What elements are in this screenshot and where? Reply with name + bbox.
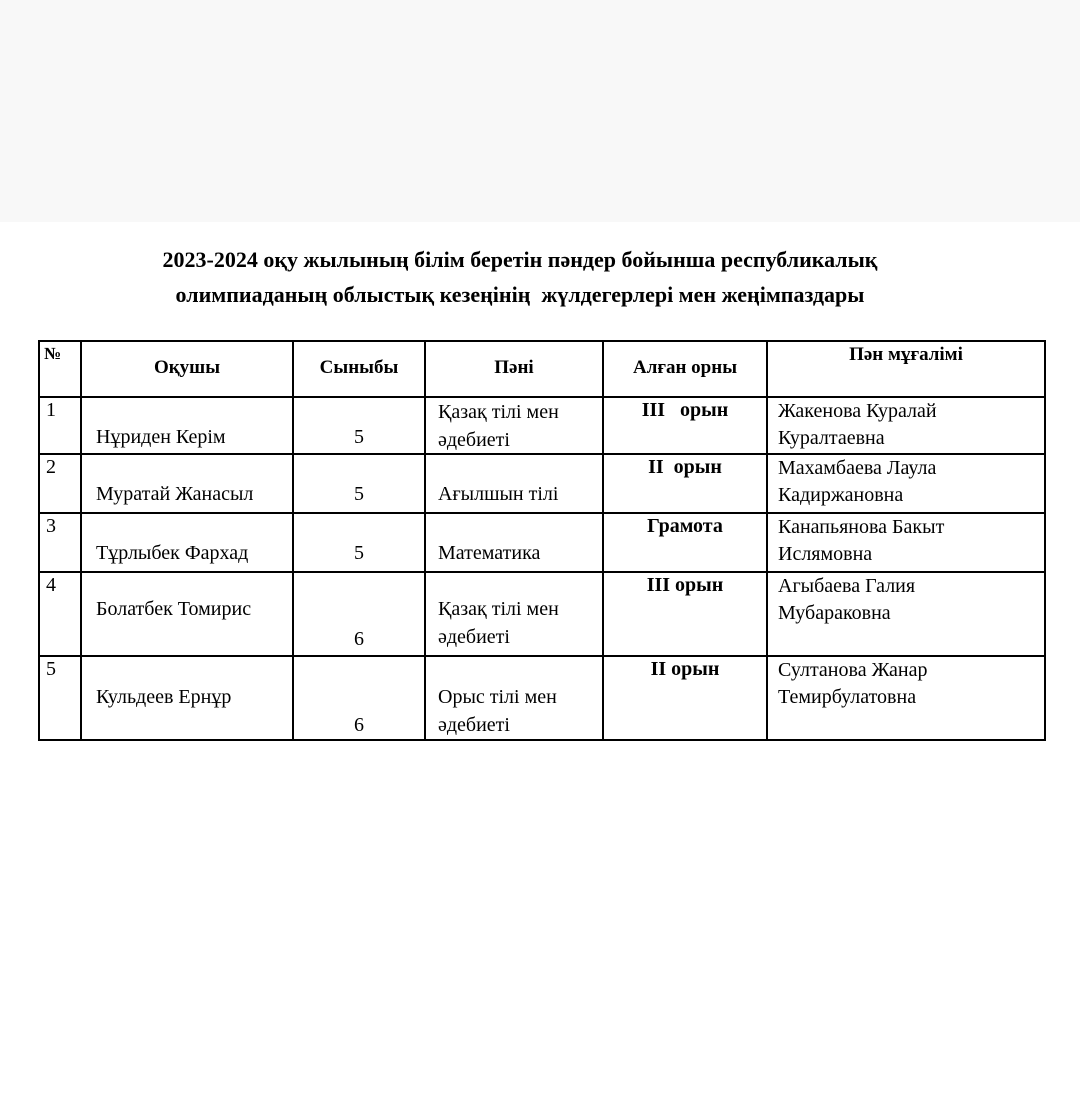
table-row	[39, 397, 1045, 454]
row-num: 1	[39, 397, 81, 454]
header-student: Оқушы	[81, 341, 293, 397]
place: Грамота	[603, 513, 767, 572]
document-title	[0, 242, 1040, 312]
title-line-2: олимпиаданың облыстық кезеңінің жүлдегерлері мен жеңімпаздары	[175, 282, 865, 307]
teacher-name: Канапьянова Бакыт Ислямовна	[767, 513, 1045, 572]
student-name: Муратай Жанасыл	[81, 454, 293, 513]
place: II орын	[603, 454, 767, 513]
header-subject: Пәні	[425, 341, 603, 397]
header-num: №	[39, 341, 81, 397]
teacher-name: Жакенова Куралай Куралтаевна	[767, 397, 1045, 454]
table-row	[39, 454, 1045, 513]
place: II орын	[603, 656, 767, 740]
teacher-name: Агыбаева Галия Мубараковна	[767, 572, 1045, 656]
place: III орын	[603, 572, 767, 656]
row-num: 3	[39, 513, 81, 572]
title-line-1: 2023-2024 оқу жылының білім беретін пәндер бойынша республикалық	[162, 247, 878, 272]
header-row	[39, 341, 1045, 397]
student-grade: 5	[293, 454, 425, 513]
student-name: Кульдеев Ернұр	[81, 656, 293, 740]
subject: Математика	[425, 513, 603, 572]
header-place: Алған орны	[603, 341, 767, 397]
row-num: 5	[39, 656, 81, 740]
top-band	[0, 0, 1080, 222]
subject: Қазақ тілі мен әдебиеті	[425, 397, 603, 454]
header-teacher: Пән мұғалімі	[767, 341, 1045, 397]
student-name: Нұриден Керім	[81, 397, 293, 454]
student-grade: 5	[293, 513, 425, 572]
row-num: 4	[39, 572, 81, 656]
row-num: 2	[39, 454, 81, 513]
results-table	[38, 340, 1046, 741]
table-row	[39, 513, 1045, 572]
table-row	[39, 656, 1045, 740]
student-grade: 6	[293, 572, 425, 656]
student-grade: 5	[293, 397, 425, 454]
subject: Ағылшын тілі	[425, 454, 603, 513]
teacher-name: Махамбаева Лаула Кадиржановна	[767, 454, 1045, 513]
student-grade: 6	[293, 656, 425, 740]
teacher-name: Султанова Жанар Темирбулатовна	[767, 656, 1045, 740]
subject: Орыс тілі мен әдебиеті	[425, 656, 603, 740]
student-name: Тұрлыбек Фархад	[81, 513, 293, 572]
place: III орын	[603, 397, 767, 454]
subject: Қазақ тілі мен әдебиеті	[425, 572, 603, 656]
table-row	[39, 572, 1045, 656]
student-name: Болатбек Томирис	[81, 572, 293, 656]
header-grade: Сыныбы	[293, 341, 425, 397]
